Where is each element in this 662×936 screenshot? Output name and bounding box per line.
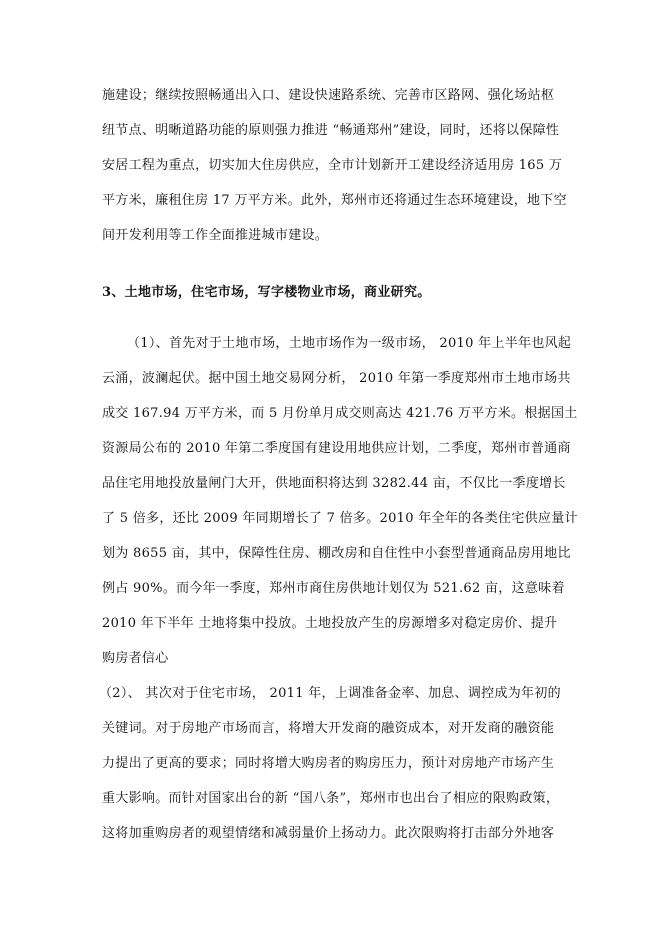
text-line: 重大影响。而针对国家出台的新 “国八条”，郑州市也出台了相应的限购政策，	[102, 791, 560, 806]
text-line: 2010 年下半年 土地将集中投放。土地投放产生的房源增多对稳定房价、提升	[102, 616, 558, 631]
text-line: 纽节点、明晰道路功能的原则强力推进 “畅通郑州”建设，同时，还将以保障性	[102, 123, 560, 138]
text-line: 资源局公布的 2010 年第二季度国有建设用地供应计划，二季度，郑州市普通商	[102, 441, 571, 456]
text-line: 这将加重购房者的观望情绪和减弱量价上扬动力。此次限购将打击部分外地客	[102, 826, 555, 841]
text-line: （2）、 其次对于住宅市场， 2011 年，上调准备金率、加息、调控成为年初的	[99, 686, 561, 701]
text-line: 品住宅用地投放量闸门大开，供地面积将达到 3282.44 亩，不仅比一季度增长	[102, 476, 566, 491]
text-line: 关键词。对于房地产市场而言，将增大开发商的融资成本，对开发商的融资能	[102, 721, 555, 736]
text-line: 划为 8655 亩，其中，保障性住房、棚改房和自住性中小套型普通商品房用地比	[102, 546, 571, 561]
text-line: 成交 167.94 万平方米，而 5 月份单月成交则高达 421.76 万平方米。根据国土	[102, 406, 578, 421]
text-line: 间开发利用等工作全面推进城市建设。	[102, 228, 329, 243]
text-line: 安居工程为重点，切实加大住房供应，全市计划新开工建设经济适用房 165 万	[102, 158, 563, 173]
section-heading: 3、土地市场，住宅市场，写字楼物业市场，商业研究。	[102, 285, 431, 300]
text-line: 云涌，波澜起伏。据中国土地交易网分析， 2010 年第一季度郑州市土地市场共	[102, 371, 571, 386]
text-line: （1）、首先对于土地市场，土地市场作为一级市场， 2010 年上半年也风起	[127, 336, 572, 351]
text-line: 力提出了更高的要求；同时将增大购房者的购房压力，预计对房地产市场产生	[102, 756, 555, 771]
text-line: 平方米，廉租住房 17 万平方米。此外，郑州市还将通过生态环境建设，地下空	[102, 193, 567, 208]
text-line: 例占 90%。而今年一季度，郑州市商住房供地计划仅为 521.62 亩，这意味着	[102, 581, 565, 596]
text-line: 施建设；继续按照畅通出入口、建设快速路系统、完善市区路网、强化场站枢	[102, 88, 555, 103]
text-line: 购房者信心	[102, 651, 169, 666]
text-line: 了 5 倍多，还比 2009 年同期增长了 7 倍多。2010 年全年的各类住宅供应量计	[102, 511, 578, 526]
